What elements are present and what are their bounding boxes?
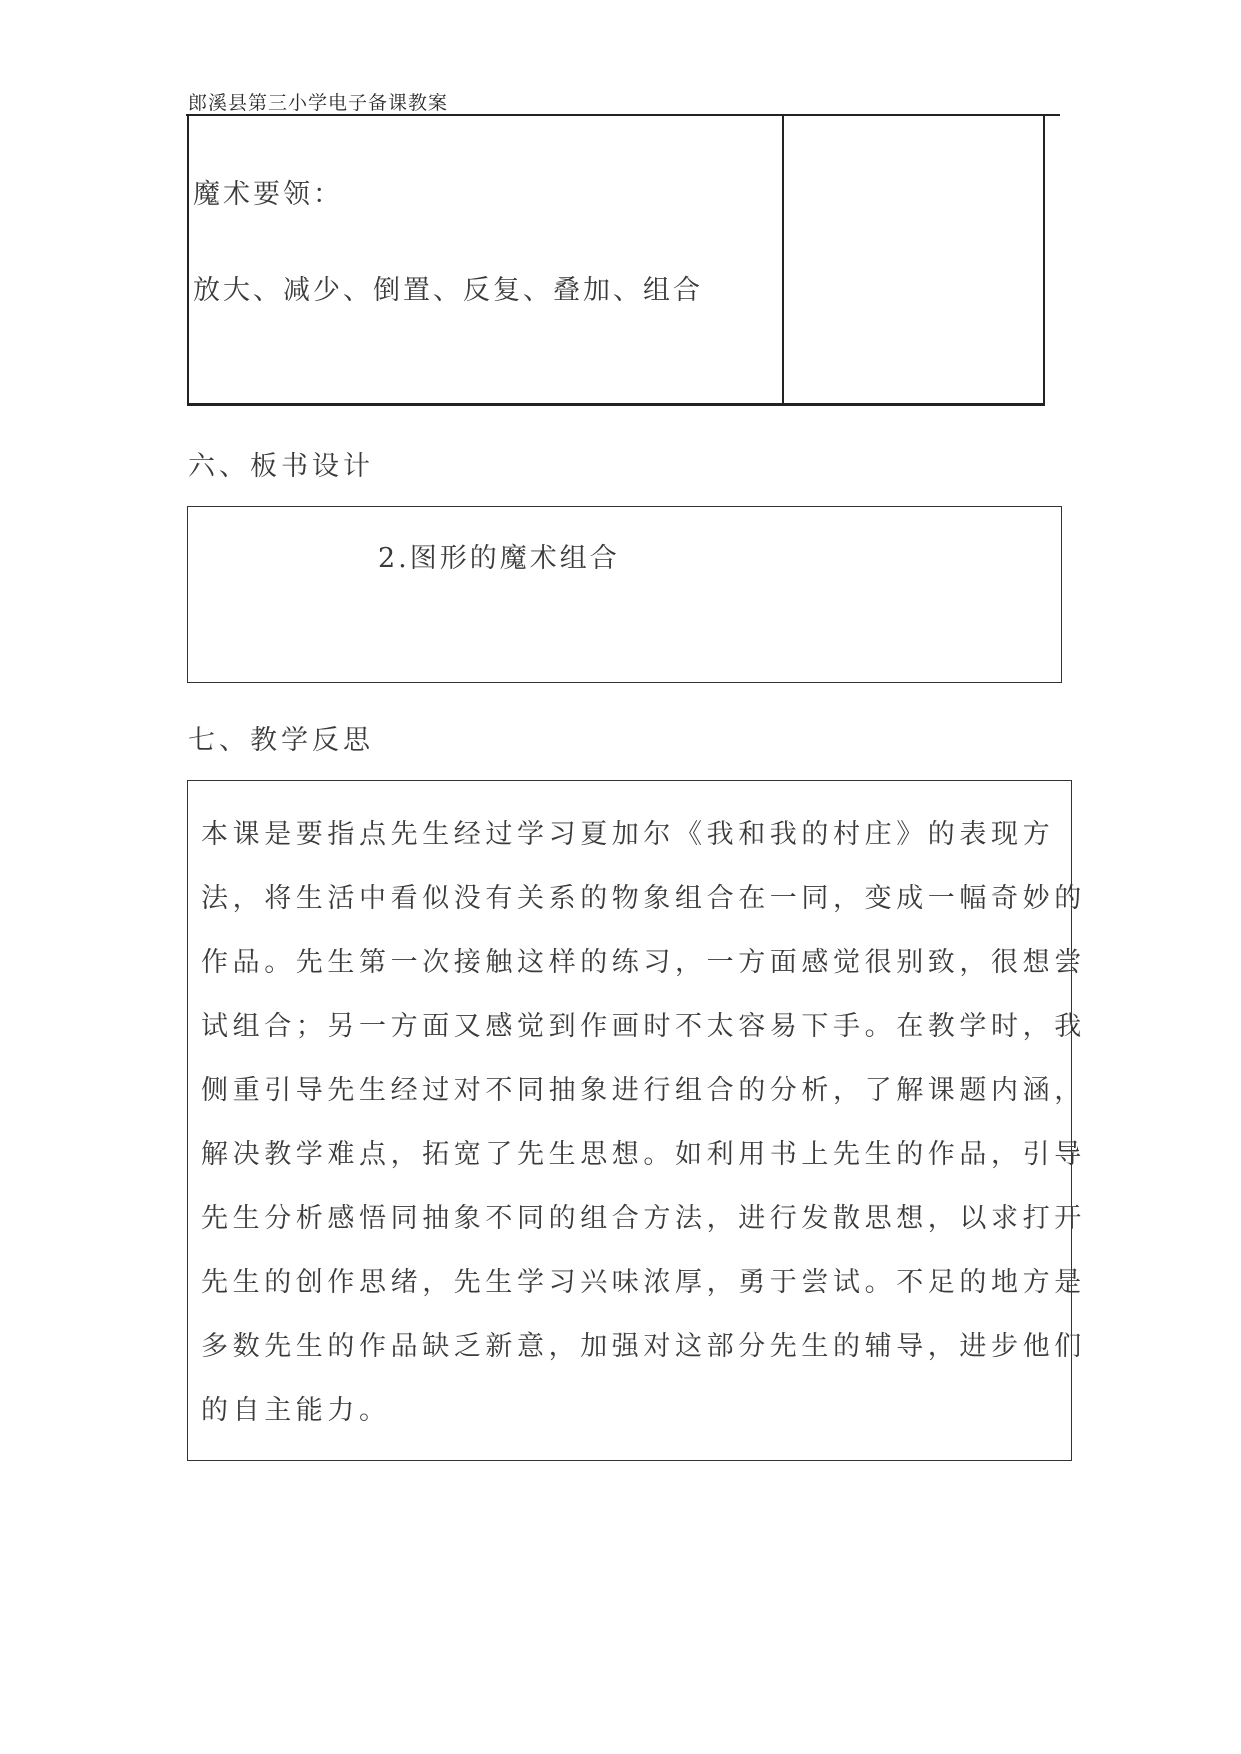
section-heading-reflection: 七、教学反思 bbox=[188, 725, 374, 756]
board-design-box bbox=[187, 506, 1062, 683]
page-header-title: 郎溪县第三小学电子备课教案 bbox=[188, 92, 449, 114]
reflection-line: 解决教学难点，拓宽了先生思想。如利用书上先生的作品，引导 bbox=[201, 1139, 1086, 1170]
reflection-line: 侧重引导先生经过对不同抽象进行组合的分析，了解课题内涵， bbox=[201, 1075, 1086, 1106]
reflection-line: 法，将生活中看似没有关系的物象组合在一同，变成一幅奇妙的 bbox=[201, 883, 1086, 914]
magic-essentials-label: 魔术要领： bbox=[193, 179, 343, 210]
section-heading-board-design: 六、板书设计 bbox=[188, 451, 374, 482]
reflection-line: 先生的创作思绪，先生学习兴味浓厚，勇于尝试。不足的地方是 bbox=[201, 1267, 1086, 1298]
board-design-title: 2.图形的魔术组合 bbox=[378, 543, 620, 574]
table-column-divider bbox=[782, 116, 784, 406]
reflection-line: 的自主能力。 bbox=[201, 1395, 391, 1426]
reflection-line: 本课是要指点先生经过学习夏加尔《我和我的村庄》的表现方 bbox=[201, 819, 1055, 850]
reflection-line: 试组合；另一方面又感觉到作画时不太容易下手。在教学时，我 bbox=[201, 1011, 1086, 1042]
reflection-line: 先生分析感悟同抽象不同的组合方法，进行发散思想，以求打开 bbox=[201, 1203, 1086, 1234]
reflection-line: 作品。先生第一次接触这样的练习，一方面感觉很别致，很想尝 bbox=[201, 947, 1086, 978]
magic-techniques-list: 放大、减少、倒置、反复、叠加、组合 bbox=[193, 275, 703, 306]
reflection-line: 多数先生的作品缺乏新意，加强对这部分先生的辅导，进步他们 bbox=[201, 1331, 1086, 1362]
lesson-content-table bbox=[187, 116, 1045, 406]
